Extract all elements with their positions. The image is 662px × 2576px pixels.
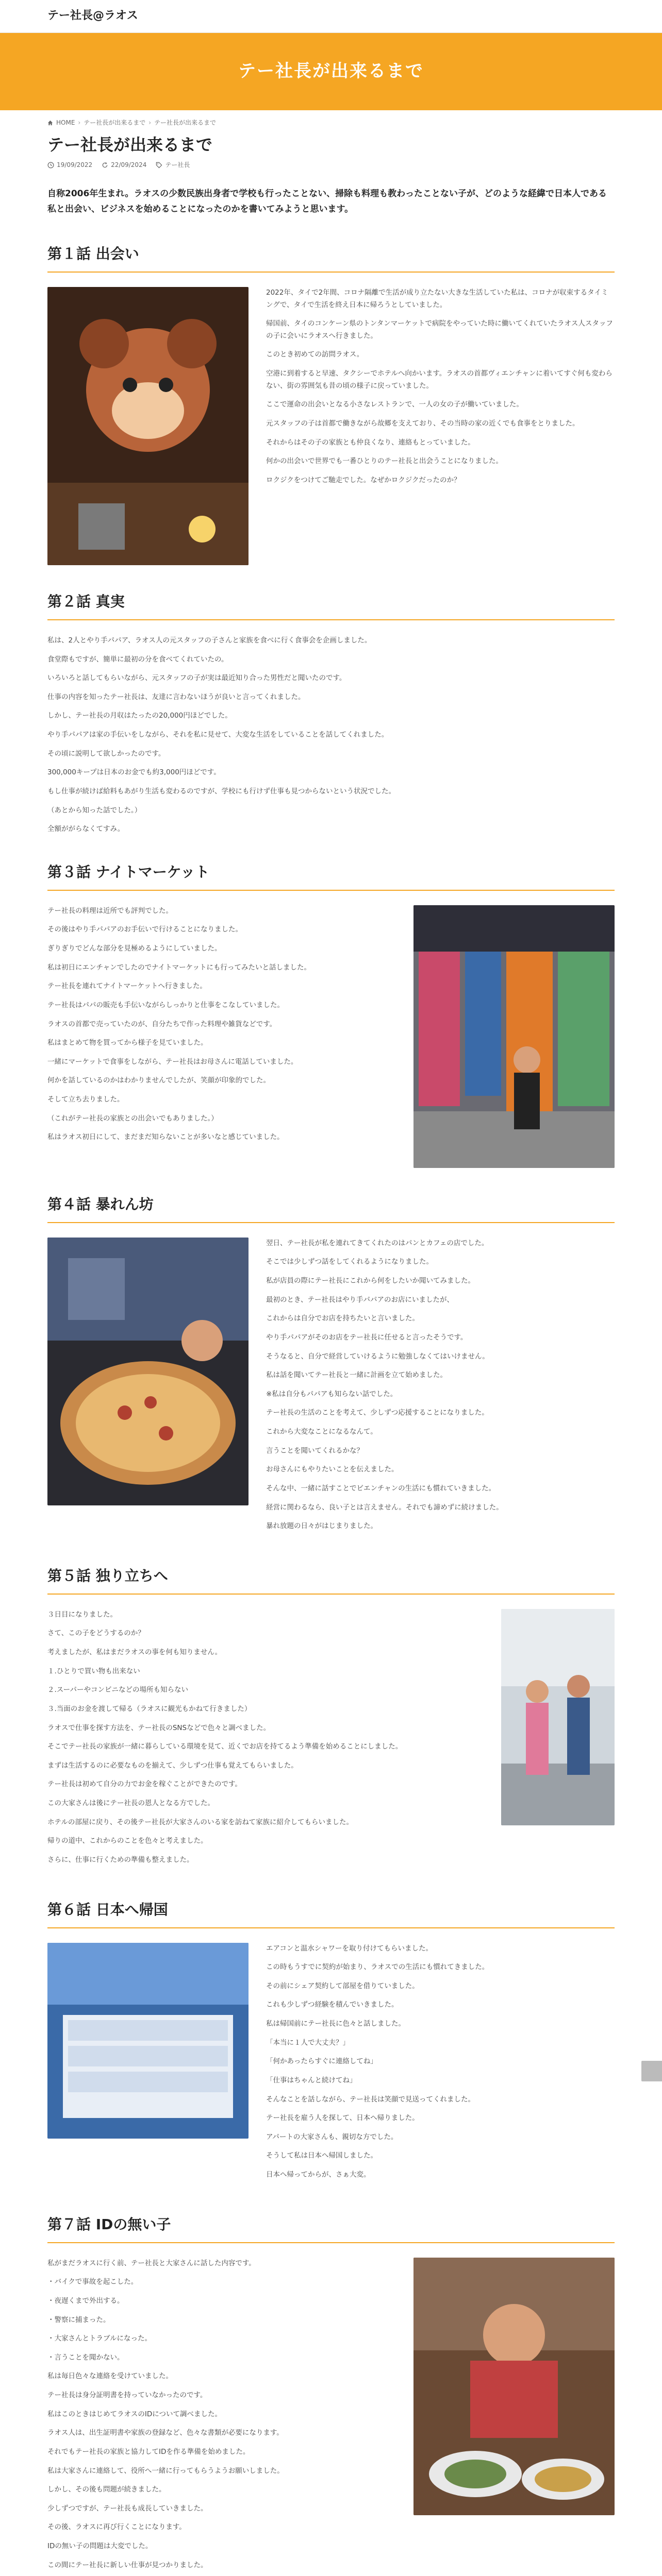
chapter-paragraph: これからは自分でお店を持ちたいと言いました。	[266, 1314, 419, 1323]
chapter-paragraph: 暴れ放題の日々がはじまりました。	[266, 1522, 377, 1531]
chapter-paragraph: 日本へ帰ってからが、さぁ大変。	[266, 2171, 371, 2179]
chapter-paragraph: 私がまだラオスに行く前、テー社長と大家さんに話した内容です。	[47, 2259, 256, 2267]
chapter-paragraph: その前にシェア契約して部屋を借りていました。	[266, 1981, 419, 1990]
chapter-paragraph: １.ひとりで買い物も出来ない	[47, 1667, 140, 1675]
chapter-paragraph: テー社長は身分証明書を持っていなかったのです。	[47, 2391, 207, 2400]
chapter-paragraph: さらに、仕事に行くための準備も整えました。	[47, 1855, 194, 1864]
chapter-paragraph: もし仕事が続けば給料もあがり生活も変わるのですが、学校にも行けず仕事も見つからないという状況でした。	[47, 787, 395, 795]
home-icon	[47, 120, 53, 126]
article-intro: 自称2006年生まれ。ラオスの少数民族出身者で学校も行ったことない、掃除も料理も教わったことない子が、どのような経緯で日本人である私と出会い、ビジネスを始めることになったのかを書いてみようと思います。	[47, 188, 607, 215]
article-tag-text: テー社長	[165, 161, 190, 168]
chapter-paragraph: 経営に関わるなら、良い子とは言えません。それでも諦めずに続けました。	[266, 1503, 503, 1512]
chapter-6-photo	[47, 1943, 249, 2139]
chapter-paragraph: （あとから知った話でした。）	[47, 806, 142, 815]
chapter-paragraph: そんなことを話しながら、テー社長は笑顔で見送ってくれました。	[266, 2095, 475, 2104]
chapter-paragraph: ２.スーパーやコンビニなどの場所も知らない	[47, 1686, 188, 1694]
chapter-4-photo	[47, 1238, 249, 1505]
chapter-1	[47, 241, 615, 565]
refresh-icon	[102, 162, 108, 168]
chapter-text	[266, 1238, 615, 1539]
chapter-paragraph: 300,000キープは日本のお金でも約3,000円ほどです。	[47, 768, 221, 777]
chapter-paragraph: 少しずつですが、テー社長も成長していきました。	[47, 2504, 208, 2513]
chapter-paragraph: やり手パパアがそのお店をテー社長に任せると言ったそうです。	[266, 1333, 468, 1342]
chapter-paragraph: テー社長を連れてナイトマーケットへ行きました。	[47, 982, 207, 991]
chapter-paragraph: しかし、その後も問題が続きました。	[47, 2485, 166, 2494]
chapter-paragraph: 仕事の内容を知ったテー社長は、友達に言わないほうが良いと言ってくれました。	[47, 692, 305, 701]
chapter-paragraph: いろいろと話してもらいながら、元スタッフの子が実は最近知り合った男性だと聞いたのです。	[47, 674, 346, 683]
chapter-paragraph: 元スタッフの子は首都で働きながら故郷を支えており、その当時の家の近くでも食事をとりました。	[266, 419, 580, 428]
tag-icon	[156, 162, 162, 168]
breadcrumb-home[interactable]: HOME	[56, 119, 75, 126]
chapter-paragraph: 私は話を聞いてテー社長と一緒に計画を立て始めました。	[266, 1371, 447, 1380]
hero-title: テー社長が出来るまで	[238, 61, 424, 82]
chapter-paragraph: しかし、テー社長の月収はたったの20,000円ほどでした。	[47, 711, 232, 720]
chapter-5-photo	[501, 1609, 615, 1825]
breadcrumb-category[interactable]: テー社長が出来るまで	[84, 119, 146, 126]
chapter-paragraph: 何かを話しているのかはわかりませんでしたが、笑顔が印象的でした。	[47, 1076, 270, 1085]
scroll-to-top-button[interactable]	[641, 2061, 662, 2081]
chapter-paragraph: 私はこのときはじめてラオスのIDについて調べました。	[47, 2410, 222, 2418]
chapter-paragraph: 2022年、タイで2年間、コロナ隔離で生活が成り立たない大きな生活していた私は、コロナが収束するタイミングで、タイで生活を終え日本に帰ろうとしていました。	[266, 288, 608, 309]
chapter-paragraph: やり手パパアは家の手伝いをしながら、それを私に見せて、大変な生活をしていることを話してくれました。	[47, 731, 389, 739]
chapter-paragraph: IDの無い子の問題は大変でした。	[47, 2542, 153, 2551]
hero-banner	[0, 33, 662, 110]
chapter-paragraph: その後、ラオスに再び行くことになります。	[47, 2523, 186, 2532]
chapter-paragraph: 私はラオス初日にして、まだまだ知らないことが多いなと感じていました。	[47, 1133, 284, 1142]
chapter-paragraph: この大家さんは後にテー社長の恩人となる方でした。	[47, 1799, 214, 1808]
chapter-paragraph: それでもテー社長の家族と協力してIDを作る準備を始めました。	[47, 2447, 250, 2456]
published-date	[47, 160, 92, 171]
site-header	[0, 0, 662, 33]
chapter-paragraph: 「仕事はちゃんと続けてね」	[266, 2076, 357, 2084]
chapter-paragraph: そこでは少しずつ話をしてくれるようになりました。	[266, 1258, 433, 1266]
chapter-paragraph: そこでテー社長の家族が一緒に暮らしている環境を見て、近くでお店を持てるよう準備を始めることにしました。	[47, 1742, 403, 1751]
chapter-paragraph: 一緒にマーケットで食事をしながら、テー社長はお母さんに電話していました。	[47, 1057, 298, 1066]
chapter-paragraph: ラオス人は、出生証明書や家族の登録など、色々な書類が必要になります。	[47, 2429, 284, 2437]
chapter-heading: 第２話 真実	[47, 589, 615, 620]
chapter-paragraph: ・警察に捕まった。	[47, 2315, 110, 2324]
chapter-paragraph: 空港に到着すると早速、タクシーでホテルへ向かいます。ラオスの首都ヴィエンチャンに着いてすぐ何も変わらない、街の雰囲気も昔の頃の様子に戻っていました。	[266, 369, 613, 390]
chapter-text	[47, 2258, 396, 2576]
breadcrumb	[47, 117, 615, 128]
chapter-paragraph: ここで運命の出会いとなる小さなレストランで、一人の女の子が働いていました。	[266, 400, 523, 409]
chapter-4	[47, 1192, 615, 1539]
chapter-paragraph: 翌日、テー社長が私を連れてきてくれたのはパンとカフェの店でした。	[266, 1239, 489, 1247]
chapter-paragraph: 食堂際もですが、簡単に最初の分を食べてくれていたの。	[47, 655, 228, 664]
chapter-paragraph: 「本当に１人で大丈夫？」	[266, 2038, 350, 2047]
chapter-1-photo	[47, 287, 249, 565]
chapter-heading: 第７話 IDの無い子	[47, 2212, 615, 2243]
chapter-heading: 第１話 出会い	[47, 241, 615, 273]
chapter-paragraph: その頃に説明して欲しかったのです。	[47, 749, 166, 758]
chapter-paragraph: ・言うことを聞かない。	[47, 2353, 124, 2362]
chapter-text	[47, 905, 396, 1150]
main-content	[47, 110, 615, 2576]
chapter-6	[47, 1897, 615, 2188]
article-tag[interactable]	[156, 160, 190, 171]
chapter-paragraph: 私はまとめて物を買ってから様子を見ていました。	[47, 1039, 208, 1047]
chapter-paragraph: エアコンと温水シャワーを取り付けてもらいました。	[266, 1944, 433, 1953]
chapter-paragraph: ・夜遅くまで外出する。	[47, 2296, 124, 2305]
chapter-5	[47, 1563, 615, 1873]
chapter-paragraph: そうして私は日本へ帰国しました。	[266, 2151, 377, 2160]
chapter-paragraph: 帰りの道中、これからのことを色々と考えました。	[47, 1837, 208, 1845]
chapter-7	[47, 2212, 615, 2576]
chapter-paragraph: ラオスで仕事を探す方法を、テー社長のSNSなどで色々と調べました。	[47, 1723, 271, 1732]
breadcrumb-separator: ›	[148, 119, 152, 126]
chapter-paragraph: テー社長を雇う人を探して、日本へ帰りました。	[266, 2114, 419, 2123]
chapter-paragraph: ・大家さんとトラブルになった。	[47, 2334, 152, 2343]
chapter-text	[47, 1609, 484, 1873]
clock-icon	[47, 162, 54, 168]
chapter-paragraph: 私は初日にエンチャンでしたのでナイトマーケットにも行ってみたいと話しました。	[47, 963, 311, 972]
page-title: テー社長が出来るまで	[47, 135, 213, 155]
chapter-paragraph: テー社長は初めて自分の力でお金を稼ぐことができたのです。	[47, 1780, 242, 1789]
chapter-paragraph: 私は帰国前にテー社長に色々と話しました。	[266, 2020, 405, 2028]
chapter-paragraph: その後はやり手パパアのお手伝いで行けることになりました。	[47, 925, 242, 934]
chapter-paragraph: テー社長はパパの販売も手伝いながらしっかりと仕事をこなしていました。	[47, 1001, 284, 1009]
updated-date	[102, 160, 146, 171]
chapter-2	[47, 589, 615, 836]
site-name-link[interactable]: テー社長@ラオス	[47, 9, 138, 23]
chapter-paragraph: ぎりぎりでどんな部分を見極めるようにしていました。	[47, 944, 222, 953]
published-date-text: 19/09/2022	[57, 161, 93, 168]
chapter-3	[47, 859, 615, 1168]
chapter-paragraph: 帰国前、タイのコンケーン県のトンタンマーケットで病院をやっていた時に働いてくれていたラオス人スタッフの子に会いにラオスへ行きました。	[266, 319, 613, 340]
chapter-text	[266, 287, 615, 494]
article-meta	[47, 160, 615, 171]
chapter-paragraph: 私は大家さんに連絡して、役所へ一緒に行ってもらうようお願いしました。	[47, 2466, 284, 2475]
chapter-paragraph: そうなると、自分で経営していけるように勉強しなくてはいけません。	[266, 1352, 489, 1361]
chapter-paragraph: （これがテー社長の家族との出会いでもありました。）	[47, 1114, 218, 1123]
chapter-paragraph: これも少しずつ経験を積んでいきました。	[266, 2001, 399, 2009]
chapter-paragraph: これから大変なことになるなんて。	[266, 1428, 377, 1436]
breadcrumb-current: テー社長が出来るまで	[154, 119, 217, 126]
chapter-paragraph: 私は毎日色々な連絡を受けていました。	[47, 2372, 173, 2381]
chapter-paragraph: まずは生活するのに必要なものを揃えて、少しずつ仕事も覚えてもらいました。	[47, 1761, 298, 1770]
chapter-paragraph: 何かの出会いで世界でも一番ひとりのテー社長と出会うことになりました。	[266, 457, 503, 466]
chapter-paragraph: ※私は自分もパパアも知らない話でした。	[266, 1389, 398, 1398]
chapter-paragraph: ラオスの首都で売っていたのが、自分たちで作った料理や雑貨などです。	[47, 1020, 277, 1028]
chapter-paragraph: 私が店員の際にテー社長にこれから何をしたいか聞いてみました。	[266, 1277, 475, 1285]
chapter-paragraph: さて、この子をどうするのか？	[47, 1629, 145, 1638]
chapter-paragraph: アパートの大家さんも、親切な方でした。	[266, 2132, 398, 2141]
chapter-paragraph: この間にテー社長に新しい仕事が見つかりました。	[47, 2561, 208, 2569]
chapter-paragraph: ホテルの部屋に戻り、その後テー社長が大家さんのいる家を訪ねて家族に紹介してもらいました。	[47, 1818, 353, 1826]
chapter-paragraph: ３日目になりました。	[47, 1610, 117, 1619]
chapter-7-photo	[413, 2258, 615, 2515]
chapter-text	[266, 1943, 615, 2188]
chapter-heading: 第４話 暴れん坊	[47, 1192, 615, 1223]
chapter-paragraph: 言うことを聞いてくれるかな？	[266, 1446, 363, 1455]
chapter-paragraph: 私は、2人とやり手パパア、ラオス人の元スタッフの子さんと家族を食べに行く食事会を企画しました。	[47, 636, 372, 645]
updated-date-text: 22/09/2024	[111, 161, 147, 168]
chapter-paragraph: テー社長の生活のことを考えて、少しずつ応援することになりました。	[266, 1409, 489, 1417]
chapter-paragraph: そんな中、一緒に話すことでビエンチャンの生活にも慣れていきました。	[266, 1484, 496, 1493]
chapter-text	[47, 635, 615, 836]
chapter-paragraph: ・バイクで事故を起こした。	[47, 2278, 138, 2286]
chapter-paragraph: それからはその子の家族とも仲良くなり、連絡もとっていました。	[266, 438, 475, 447]
chapter-paragraph: そして立ち去りました。	[47, 1095, 124, 1104]
breadcrumb-separator: ›	[78, 119, 81, 126]
chapter-paragraph: この時もうすでに契約が始まり、ラオスでの生活にも慣れてきました。	[266, 1963, 489, 1972]
chapter-paragraph: このとき初めての訪問ラオス。	[266, 350, 364, 359]
chapter-heading: 第６話 日本へ帰国	[47, 1897, 615, 1928]
chapter-paragraph: ３.当面のお金を渡して帰る（ラオスに観光もかねて行きました）	[47, 1704, 252, 1713]
chapter-heading: 第５話 独り立ちへ	[47, 1563, 615, 1595]
chapter-paragraph: お母さんにもやりたいことを伝えました。	[266, 1465, 399, 1474]
chapter-3-photo	[413, 905, 615, 1168]
chapter-paragraph: テー社長の料理は近所でも評判でした。	[47, 906, 173, 915]
chapter-paragraph: ロクジクをつけてご馳走でした。なぜかロクジクだったのか？	[266, 476, 461, 484]
chapter-paragraph: 最初のとき、テー社長はやり手パパアのお店にいましたが、	[266, 1295, 454, 1304]
chapter-paragraph: 「何かあったらすぐに連絡してね」	[266, 2057, 377, 2066]
chapter-heading: 第３話 ナイトマーケット	[47, 859, 615, 891]
chapter-paragraph: 全額ががらなくてすみ。	[47, 825, 125, 834]
chapter-paragraph: 考えましたが、私はまだラオスの事を何も知りません。	[47, 1648, 222, 1657]
